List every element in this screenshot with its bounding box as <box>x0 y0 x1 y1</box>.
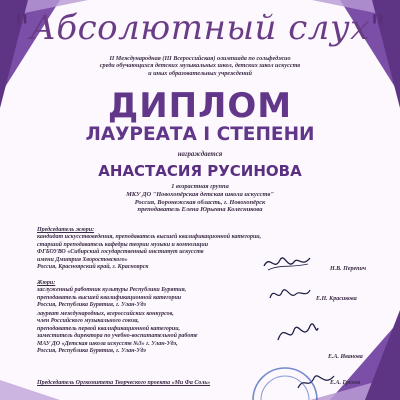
jury-chair-heading: Председатель жюри: <box>37 227 95 233</box>
school-name: МКУ ДО "Новохопёрская детская школа искусств" <box>126 190 274 198</box>
jury-member-line: преподаватель высшей квалификационной категории <box>37 294 182 301</box>
laureate-degree: ЛАУРЕАТА I СТЕПЕНИ <box>85 124 315 145</box>
teacher-name: преподаватель Елена Юрьевна Колесникова <box>137 206 263 214</box>
title-quote-open: " <box>14 8 31 48</box>
signature-member2 <box>274 318 320 346</box>
jury-member-line: Россия, Республика Бурятия, г. Улан-Удэ <box>37 302 146 309</box>
jury-member-line: заслуженный работник культуры Республики Бурятия, <box>37 287 187 294</box>
jury-chair-line: Россия, Красноярский край, г. Красноярск <box>37 264 149 271</box>
olympiad-title-text: Абсолютный слух <box>30 8 370 48</box>
olympiad-title <box>0 8 400 48</box>
jury-member-line: член Российского музыкального союза, <box>37 318 140 325</box>
signature-member1 <box>268 284 312 304</box>
school-location: Россия, Воронежская область, г. Новохопёрск <box>134 198 266 206</box>
jury-chair-line: ФГБОУВО «Сибирский государственный институт искусств <box>37 249 204 256</box>
subtitle-line: II Международная (III Всероссийская) олимпиада по сольфеджио <box>109 55 291 62</box>
organizer-line <box>37 380 210 386</box>
subtitle-line: среди обучающихся детских музыкальных школ, детских школ искусств <box>99 62 301 70</box>
jury-chair-line: кандидат искусствоведения, преподаватель высшей квалификационной категории, <box>37 234 262 241</box>
recipient-details <box>100 183 300 214</box>
jury-member-line: преподаватель первой квалификационной категории, <box>37 325 181 332</box>
jury-member2-name: Е.А. Иванова <box>328 354 363 360</box>
diploma-heading: ДИПЛОМ <box>107 86 293 126</box>
awarded-label: награждается <box>177 151 223 158</box>
subtitle-line: и иных образовательных учреждений <box>148 69 252 77</box>
official-stamp <box>250 362 320 400</box>
organizer-name: Е.А. Грехов <box>330 380 361 386</box>
jury-chair-line: имени Дмитрия Хворостовского» <box>37 256 128 263</box>
age-group: 1 возрастная группа <box>171 183 229 190</box>
jury-member-line: Россия, Республика Бурятия, г. Улан-Удэ <box>37 348 146 355</box>
jury-member-line: МАУ ДО «Детская школа искусств №3» г. Улан-Удэ, <box>37 340 178 347</box>
jury-member1-name: Е.Н. Красикова <box>316 296 357 302</box>
recipient-name: АНАСТАСИЯ РУСИНОВА <box>98 162 302 180</box>
jury-member-line: заместитель директора по учебно-воспитательной работе <box>37 333 198 340</box>
olympiad-subtitle <box>60 55 340 77</box>
jury-heading: Жюри: <box>37 280 56 286</box>
signature-chair <box>262 250 312 274</box>
organizer-heading: Председатель Оргкомитета Творческого проекта «Ми Фа Соль» <box>37 380 211 386</box>
jury-chair-name: Н.В. Перепич <box>330 266 366 272</box>
jury-member-line: лауреат международных, всероссийских конкурсов, <box>37 311 174 317</box>
jury-chair-line: старший преподаватель кафедры теории музыки и композиции <box>37 241 209 248</box>
title-quote-close: " <box>369 8 386 48</box>
